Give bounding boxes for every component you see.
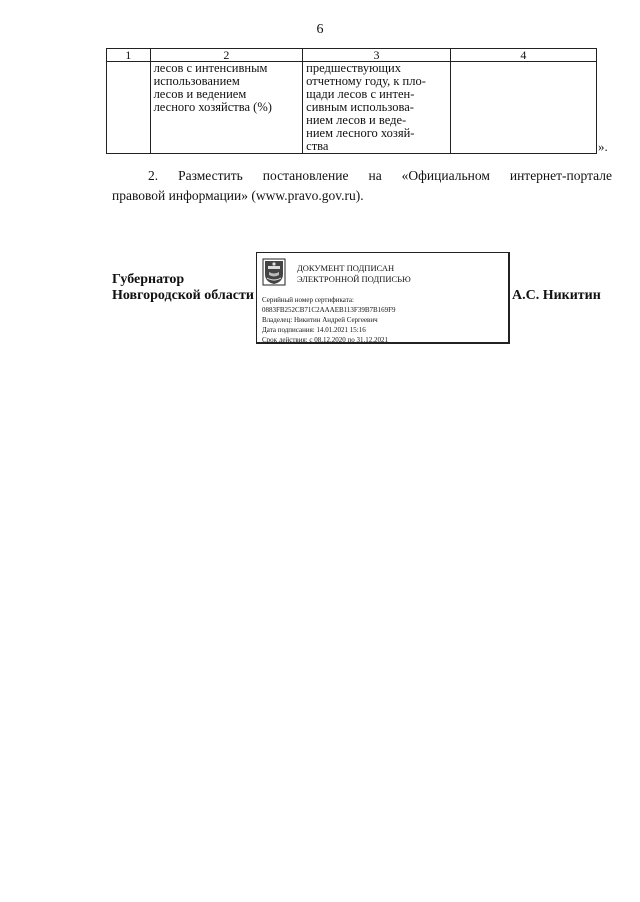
table-row <box>107 62 597 154</box>
signatory-title <box>112 272 254 304</box>
cell-text-line: лесного хозяйства (%) <box>153 100 272 114</box>
stamp-heading-line: ДОКУМЕНТ ПОДПИСАН <box>297 263 395 273</box>
stamp-heading <box>297 263 411 285</box>
signatory-title-line: Губернатор <box>112 272 185 287</box>
cell-text-line: нием лесов и веде- <box>306 113 407 127</box>
cell-text-line: нием лесного хозяй- <box>306 126 415 140</box>
cell-text-line: использованием <box>153 74 240 88</box>
table-cell <box>150 62 303 154</box>
table-cell <box>303 62 451 154</box>
paragraph-word: 2. <box>148 168 159 183</box>
certificate-serial-label: Серийный номер сертификата: <box>262 296 354 304</box>
table-header-cell: 3 <box>303 49 451 62</box>
signer-name: А.С. Никитин <box>512 288 601 303</box>
table-header-cell: 4 <box>450 49 596 62</box>
electronic-signature-stamp <box>256 252 510 344</box>
page-number: 6 <box>316 22 324 37</box>
cell-text-line: лесов и ведением <box>153 87 247 101</box>
cell-text-line: предшествующих <box>306 61 401 75</box>
paragraph-word: интернет-портале <box>509 168 612 183</box>
indicator-table <box>106 48 597 154</box>
certificate-serial-value: 0883FB252CB71C2AAAEB113F39B7B169F9 <box>262 306 396 314</box>
cell-text-line: отчетному году, к пло- <box>306 74 426 88</box>
cell-text-line: ства <box>306 139 329 153</box>
paragraph-word: «Официальном <box>401 168 490 183</box>
table-cell <box>107 62 151 154</box>
closing-quote: ». <box>598 139 608 154</box>
paragraph-line <box>112 166 612 186</box>
cell-text-line: лесов с интенсивным <box>153 61 268 75</box>
signing-date: Дата подписания: 14.01.2021 15:16 <box>262 326 366 334</box>
paragraph-word: на <box>368 168 382 183</box>
signatory-title-line: Новгородской области <box>112 288 254 303</box>
stamp-details <box>262 295 396 345</box>
paragraph-word: постановление <box>262 168 349 183</box>
certificate-validity: Срок действия: с 08.12.2020 по 31.12.2021 <box>262 336 388 344</box>
paragraph-line: правовой информации» (www.pravo.gov.ru). <box>112 188 364 203</box>
table-header-row <box>107 49 597 62</box>
cell-text-line: щади лесов с интен- <box>306 87 415 101</box>
paragraph-word: Разместить <box>178 168 243 183</box>
table-header-cell: 2 <box>150 49 303 62</box>
table-header-cell: 1 <box>107 49 151 62</box>
cell-text-line: сивным использова- <box>306 100 414 114</box>
table-cell <box>450 62 596 154</box>
certificate-owner: Владелец: Никитин Андрей Сергеевич <box>262 316 378 324</box>
coat-of-arms-icon <box>262 258 286 286</box>
paragraph-publish <box>112 166 612 206</box>
stamp-heading-line: ЭЛЕКТРОННОЙ ПОДПИСЬЮ <box>297 274 411 284</box>
